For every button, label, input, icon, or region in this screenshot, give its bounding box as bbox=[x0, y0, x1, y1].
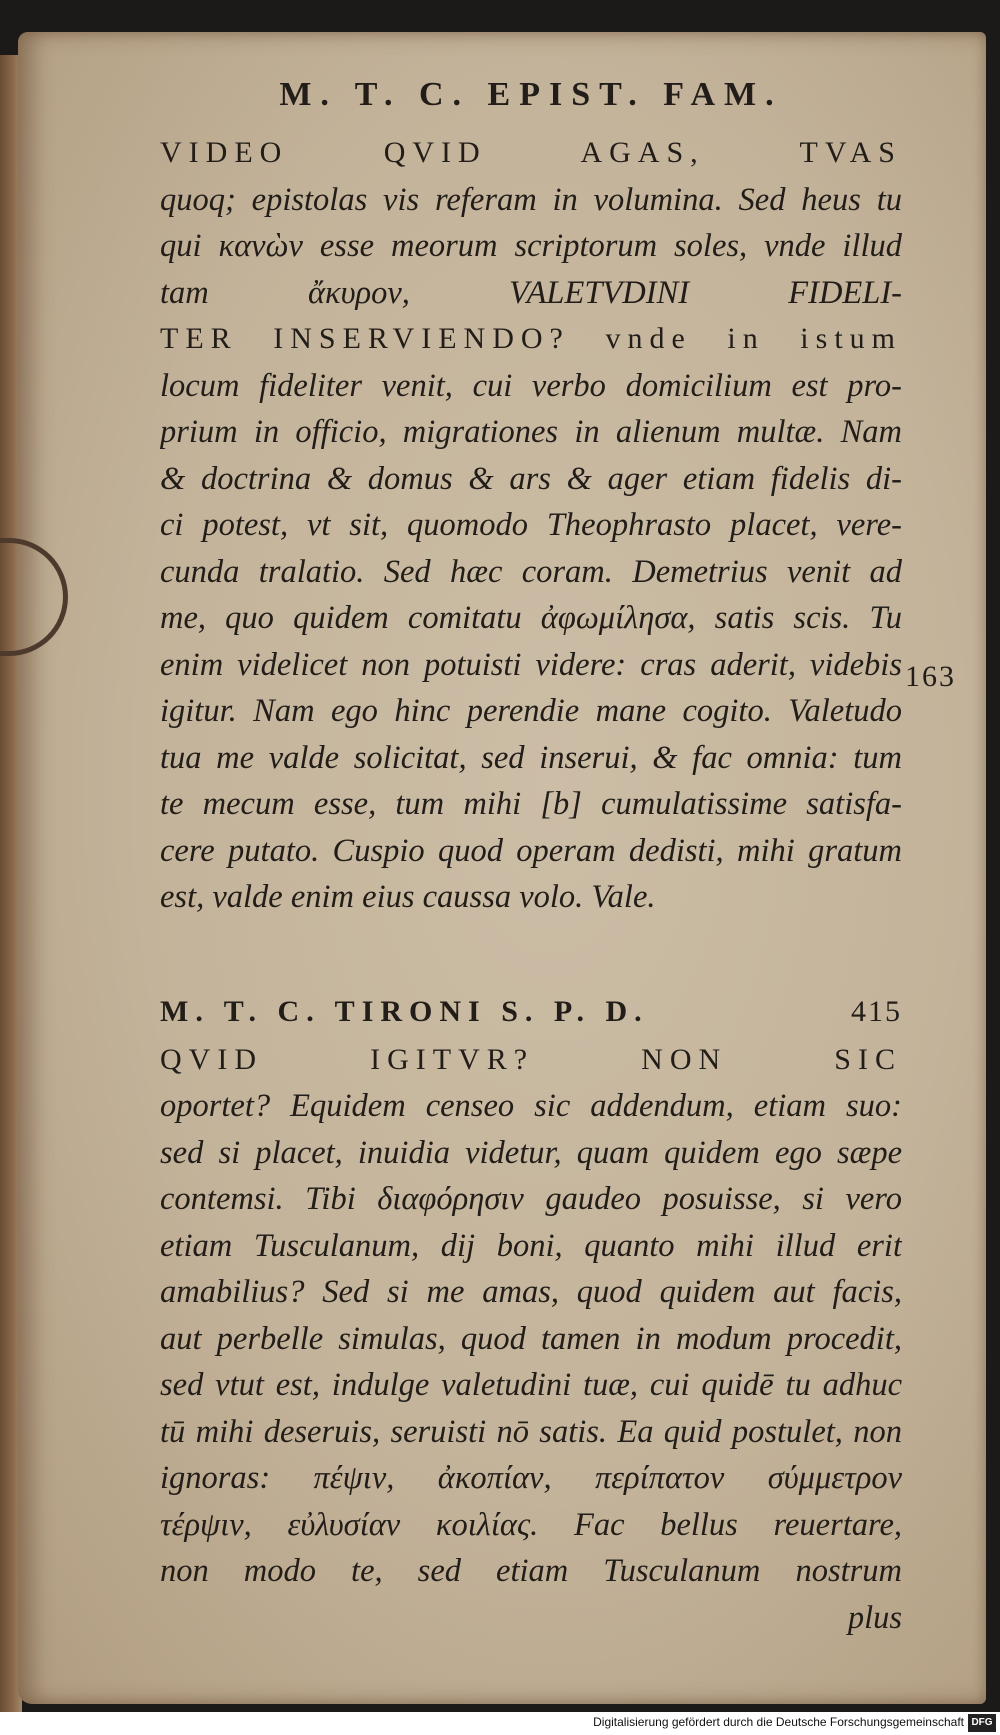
text-line: qui κανὼν esse meorum scriptorum soles, vnde illud bbox=[160, 228, 902, 264]
letter-number: 415 bbox=[851, 994, 902, 1028]
text-line: non modo te, sed etiam Tusculanum nostrum bbox=[160, 1553, 902, 1589]
text-line: VIDEO QVID AGAS, TVAS bbox=[160, 136, 902, 169]
marginal-number: 163 bbox=[905, 660, 956, 693]
letter-heading-title: M. T. C. TIRONI S. P. D. bbox=[160, 994, 649, 1028]
section-gap bbox=[160, 921, 902, 987]
letter-1 bbox=[160, 130, 902, 921]
text-line: igitur. Nam ego hinc perendie mane cogito. Valetudo bbox=[160, 693, 902, 729]
text-line: sed vtut est, indulge valetudini tuæ, cui quidē tu adhuc bbox=[160, 1367, 902, 1403]
text-line: tū mihi deseruis, seruisti nō satis. Ea quid postulet, non bbox=[160, 1413, 902, 1450]
text-line: cere putato. Cuspio quod operam dedisti, mihi gratum bbox=[160, 832, 902, 869]
text-line: enim videlicet non potuisti videre: cras aderit, videbis bbox=[160, 646, 902, 683]
text-line: te mecum esse, tum mihi [b] cumulatissime satisfa- bbox=[160, 786, 902, 822]
text-line: QVID IGITVR? NON SIC bbox=[160, 1042, 902, 1076]
text-line: tam ἄκυρον, VALETVDINI FIDELI- bbox=[160, 274, 902, 311]
text-line: TER INSERVIENDO? vnde in istum bbox=[160, 322, 902, 355]
catchword: plus bbox=[847, 1599, 902, 1636]
text-line: sed si placet, inuidia videtur, quam quidem ego sæpe bbox=[160, 1134, 902, 1171]
text-line: quoq; epistolas vis referam in volumina. Sed heus tu bbox=[160, 181, 902, 218]
text-line: ci potest, vt sit, quomodo Theophrasto placet, vere- bbox=[160, 507, 902, 543]
footer-credit: Digitalisierung gefördert durch die Deutsche Forschungsgemeinschaft bbox=[593, 1715, 964, 1729]
text-line: prium in officio, migrationes in alienum multæ. Nam bbox=[160, 414, 902, 450]
page-text bbox=[160, 70, 902, 1641]
digitization-footer bbox=[0, 1712, 1000, 1735]
text-line: τέρψιν, εὐλυσίαν κοιλίας. Fac bellus reuertare, bbox=[160, 1506, 902, 1543]
text-line: est, valde enim eius caussa volo. Vale. bbox=[160, 879, 656, 915]
text-line: amabilius? Sed si me amas, quod quidem aut facis, bbox=[160, 1274, 902, 1310]
text-line: aut perbelle simulas, quod tamen in modum procedit, bbox=[160, 1320, 902, 1357]
text-line: me, quo quidem comitatu ἀφωμίλησα, satis scis. Tu bbox=[160, 600, 902, 636]
letter-2 bbox=[160, 987, 902, 1642]
text-line: contemsi. Tibi διαφόρησιν gaudeo posuisse, si vero bbox=[160, 1181, 902, 1217]
letter-heading bbox=[160, 987, 902, 1037]
text-line: etiam Tusculanum, dij boni, quanto mihi illud erit bbox=[160, 1227, 902, 1264]
text-line: ignoras: πέψιν, ἀκοπίαν, περίπατον σύμμετρον bbox=[160, 1460, 902, 1496]
text-line: locum fideliter venit, cui verbo domicilium est pro- bbox=[160, 367, 902, 404]
text-line: cunda tralatio. Sed hæc coram. Demetrius venit ad bbox=[160, 553, 902, 590]
text-line: & doctrina & domus & ars & ager etiam fidelis di- bbox=[160, 460, 902, 497]
dfg-logo: DFG bbox=[968, 1714, 996, 1732]
text-line: tua me valde solicitat, sed inserui, & fac omnia: tum bbox=[160, 739, 902, 776]
text-line: oportet? Equidem censeo sic addendum, etiam suo: bbox=[160, 1088, 902, 1124]
running-head: M. T. C. EPIST. FAM. bbox=[279, 76, 783, 113]
